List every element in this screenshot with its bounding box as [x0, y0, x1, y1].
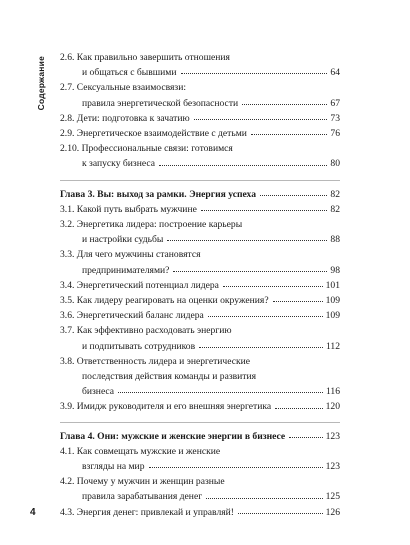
- toc-page-number: 123: [325, 430, 340, 442]
- toc-entry-text: 2.6. Как правильно завершить отношения: [60, 52, 230, 63]
- toc-page-number: 67: [330, 97, 340, 109]
- toc-page-number: 109: [325, 310, 340, 322]
- leader-dots: [201, 210, 328, 211]
- toc-entry-text: правила энергетической безопасности: [82, 97, 239, 109]
- toc-entry-text: 3.3. Для чего мужчины становятся: [60, 249, 201, 261]
- toc-page-number: 126: [325, 506, 340, 518]
- toc-entry-text: 4.1. Как совмещать мужские и женские: [60, 445, 221, 457]
- toc-entry-text: 2.8. Дети: подготовка к зачатию: [60, 112, 190, 124]
- chapter-3-section: [60, 180, 340, 415]
- page-number: 4: [30, 507, 36, 518]
- toc-entry-text: 3.4. Энергетический потенциал лидера: [60, 279, 219, 291]
- toc-page-number: 64: [330, 67, 340, 79]
- chapter-heading: [60, 187, 340, 202]
- toc-page-number: 123: [325, 461, 340, 473]
- leader-dots: [194, 119, 328, 120]
- leader-dots: [181, 73, 328, 74]
- leader-dots: [275, 408, 322, 409]
- leader-dots: [208, 316, 323, 317]
- toc-entry: [60, 354, 340, 400]
- toc-entry-text: и подпитывать сотрудников: [82, 340, 196, 352]
- toc-entry-text: правила зарабатывания денег: [82, 491, 203, 503]
- toc-entry: [60, 111, 340, 126]
- toc-entry-text: 2.7. Сексуальные взаимосвязи:: [60, 82, 187, 94]
- leader-dots: [242, 104, 327, 105]
- toc-entry-text: последствия действия команды и развития: [82, 371, 257, 383]
- toc-page-number: 82: [330, 203, 340, 215]
- toc-page-number: 80: [330, 158, 340, 170]
- toc-page-number: 82: [330, 188, 340, 200]
- toc-entry-text: 3.1. Какой путь выбрать мужчине: [60, 203, 197, 215]
- running-header: Содержание: [36, 56, 46, 111]
- toc-entry: [60, 399, 340, 414]
- toc-entry: [60, 141, 340, 171]
- leader-dots: [206, 498, 322, 499]
- toc-entry-text: 3.8. Ответственность лидера и энергетические: [60, 355, 251, 367]
- leader-dots: [118, 392, 323, 393]
- leader-dots: [238, 513, 323, 514]
- leader-dots: [223, 286, 323, 287]
- toc-entry-text: 3.2. Энергетика лидера: построение карьеры: [60, 219, 243, 231]
- leader-dots: [289, 437, 322, 438]
- toc-entry: [60, 126, 340, 141]
- toc-entry-text: 4.2. Почему у мужчин и женщин разные: [60, 476, 225, 488]
- toc-entry: [60, 474, 340, 504]
- toc-entry: [60, 247, 340, 277]
- toc-page-number: 116: [325, 386, 340, 398]
- toc-page-number: 101: [325, 279, 340, 291]
- leader-dots: [159, 165, 327, 166]
- toc-entry-text: бизнеса: [82, 386, 115, 398]
- toc-entry-text: и настройки судьбы: [82, 234, 164, 246]
- toc-entry-text: 2.10. Профессиональные связи: готовимся: [60, 143, 233, 155]
- toc-entry: [60, 323, 340, 353]
- toc-page-number: 98: [330, 264, 340, 276]
- toc-entry: [60, 505, 340, 520]
- toc-page-number: 112: [325, 340, 340, 352]
- toc-entry-text: взгляды на мир: [82, 461, 145, 473]
- leader-dots: [149, 467, 323, 468]
- toc-page-number: 88: [330, 234, 340, 246]
- toc-entry-text: 3.7. Как эффективно расходовать энергию: [60, 325, 232, 337]
- toc-entry-text: 3.5. Как лидеру реагировать на оценки окружения?: [60, 295, 269, 307]
- toc-entry: [60, 293, 340, 308]
- toc-entry-text: 2.9. Энергетическое взаимодействие с детьми: [60, 128, 247, 140]
- toc-entry: [60, 278, 340, 293]
- leader-dots: [273, 301, 323, 302]
- chapter-heading: [60, 429, 340, 444]
- toc-page-number: 109: [325, 295, 340, 307]
- leader-dots: [167, 240, 327, 241]
- toc-entry: [60, 50, 340, 80]
- toc-page-number: 76: [330, 128, 340, 140]
- toc-page-number: 120: [325, 401, 340, 413]
- toc-entry-text: к запуску бизнеса: [82, 158, 155, 170]
- toc-page-number: 73: [330, 112, 340, 124]
- toc-entry-text: 4.3. Энергия денег: привлекай и управляй!: [60, 506, 234, 518]
- toc-entry-text: предпринимателями?: [82, 264, 170, 276]
- toc-entry: [60, 202, 340, 217]
- table-of-contents: [60, 50, 340, 520]
- toc-entry: [60, 444, 340, 474]
- toc-entry-text: и общаться с бывшими: [82, 67, 177, 79]
- chapter-title: Глава 4. Они: мужские и женские энергии в бизнесе: [60, 430, 286, 442]
- chapter-4-section: [60, 422, 340, 520]
- toc-page-number: 125: [325, 491, 340, 503]
- leader-dots: [251, 134, 327, 135]
- chapter-title: Глава 3. Вы: выход за рамки. Энергия успеха: [60, 188, 257, 200]
- toc-entry-text: 3.9. Имидж руководителя и его внешняя энергетика: [60, 401, 272, 413]
- leader-dots: [173, 271, 327, 272]
- leader-dots: [199, 347, 323, 348]
- leader-dots: [260, 195, 327, 196]
- toc-entry: [60, 308, 340, 323]
- toc-entry: [60, 217, 340, 247]
- toc-entry: [60, 80, 340, 110]
- toc-entry-text: 3.6. Энергетический баланс лидера: [60, 310, 204, 322]
